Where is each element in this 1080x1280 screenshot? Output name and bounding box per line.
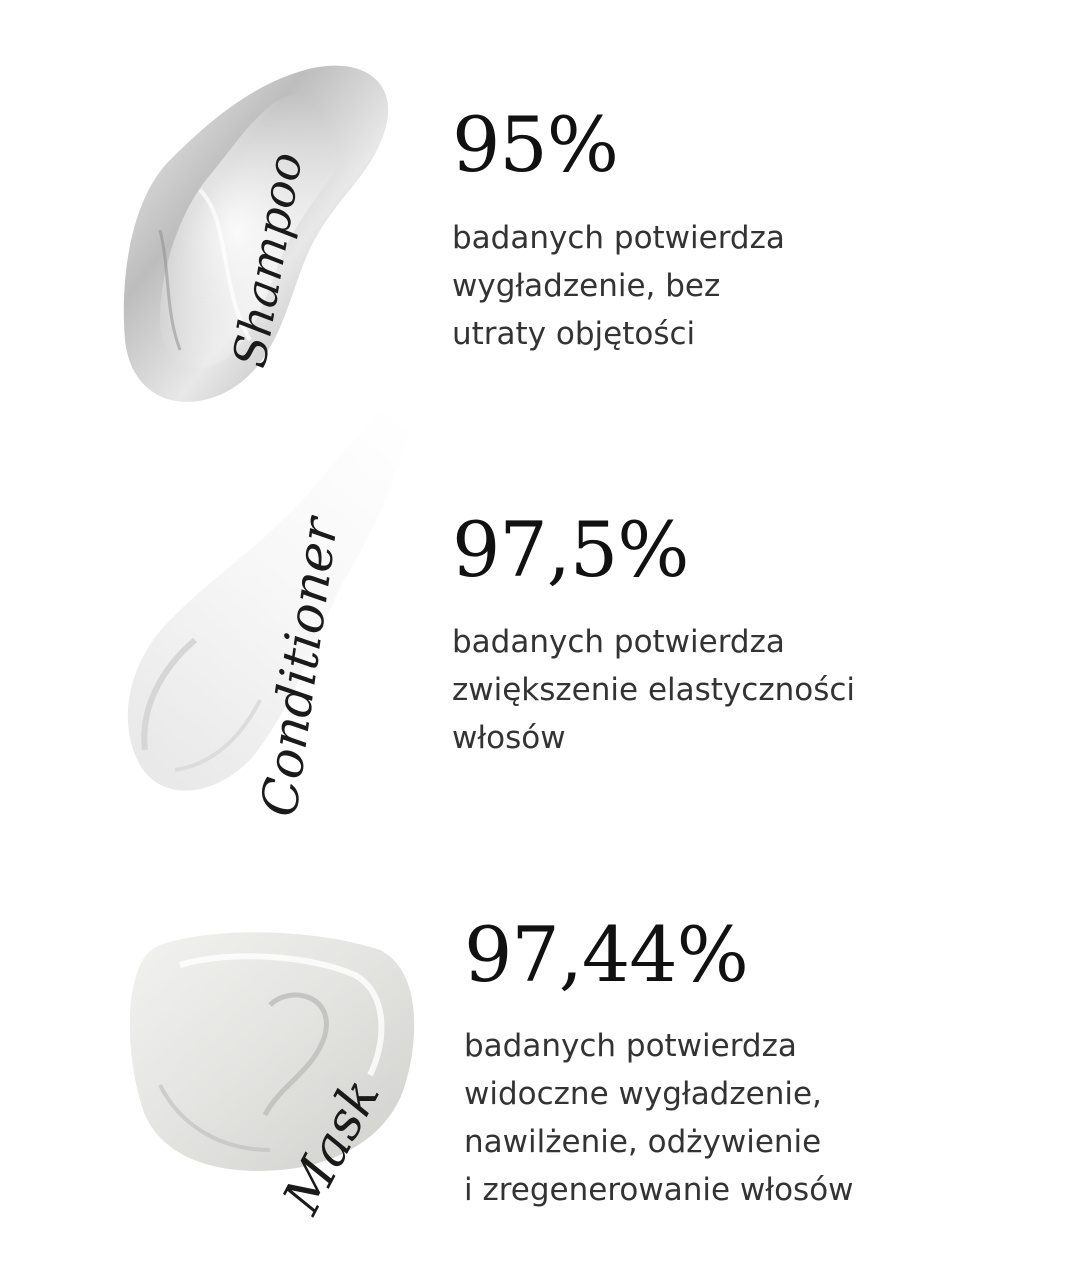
conditioner-description-line: zwiększenie elastyczności xyxy=(452,672,856,708)
shampoo-description-line: utraty objętości xyxy=(452,316,696,352)
conditioner-stat-value: 97,5% xyxy=(452,505,689,594)
mask-description-line: widoczne wygładzenie, xyxy=(464,1076,822,1112)
mask-description-line: nawilżenie, odżywienie xyxy=(464,1124,822,1160)
shampoo-stat-value: 95% xyxy=(452,100,618,189)
conditioner-script-label: Conditioner xyxy=(250,514,350,821)
mask-stat-description xyxy=(464,1022,854,1214)
shampoo-description-line: badanych potwierdza xyxy=(452,220,785,256)
conditioner-description-line: włosów xyxy=(452,720,566,756)
mask-swatch-image xyxy=(120,925,430,1185)
mask-stat-value: 97,44% xyxy=(464,910,748,999)
shampoo-script-label: Shampoo xyxy=(222,148,313,372)
shampoo-description-line: wygładzenie, bez xyxy=(452,268,721,304)
conditioner-description-line: badanych potwierdza xyxy=(452,624,785,660)
mask-description-line: i zregenerowanie włosów xyxy=(464,1172,854,1208)
mask-script-label: Mask xyxy=(272,1069,392,1224)
mask-description-line: badanych potwierdza xyxy=(464,1028,797,1064)
